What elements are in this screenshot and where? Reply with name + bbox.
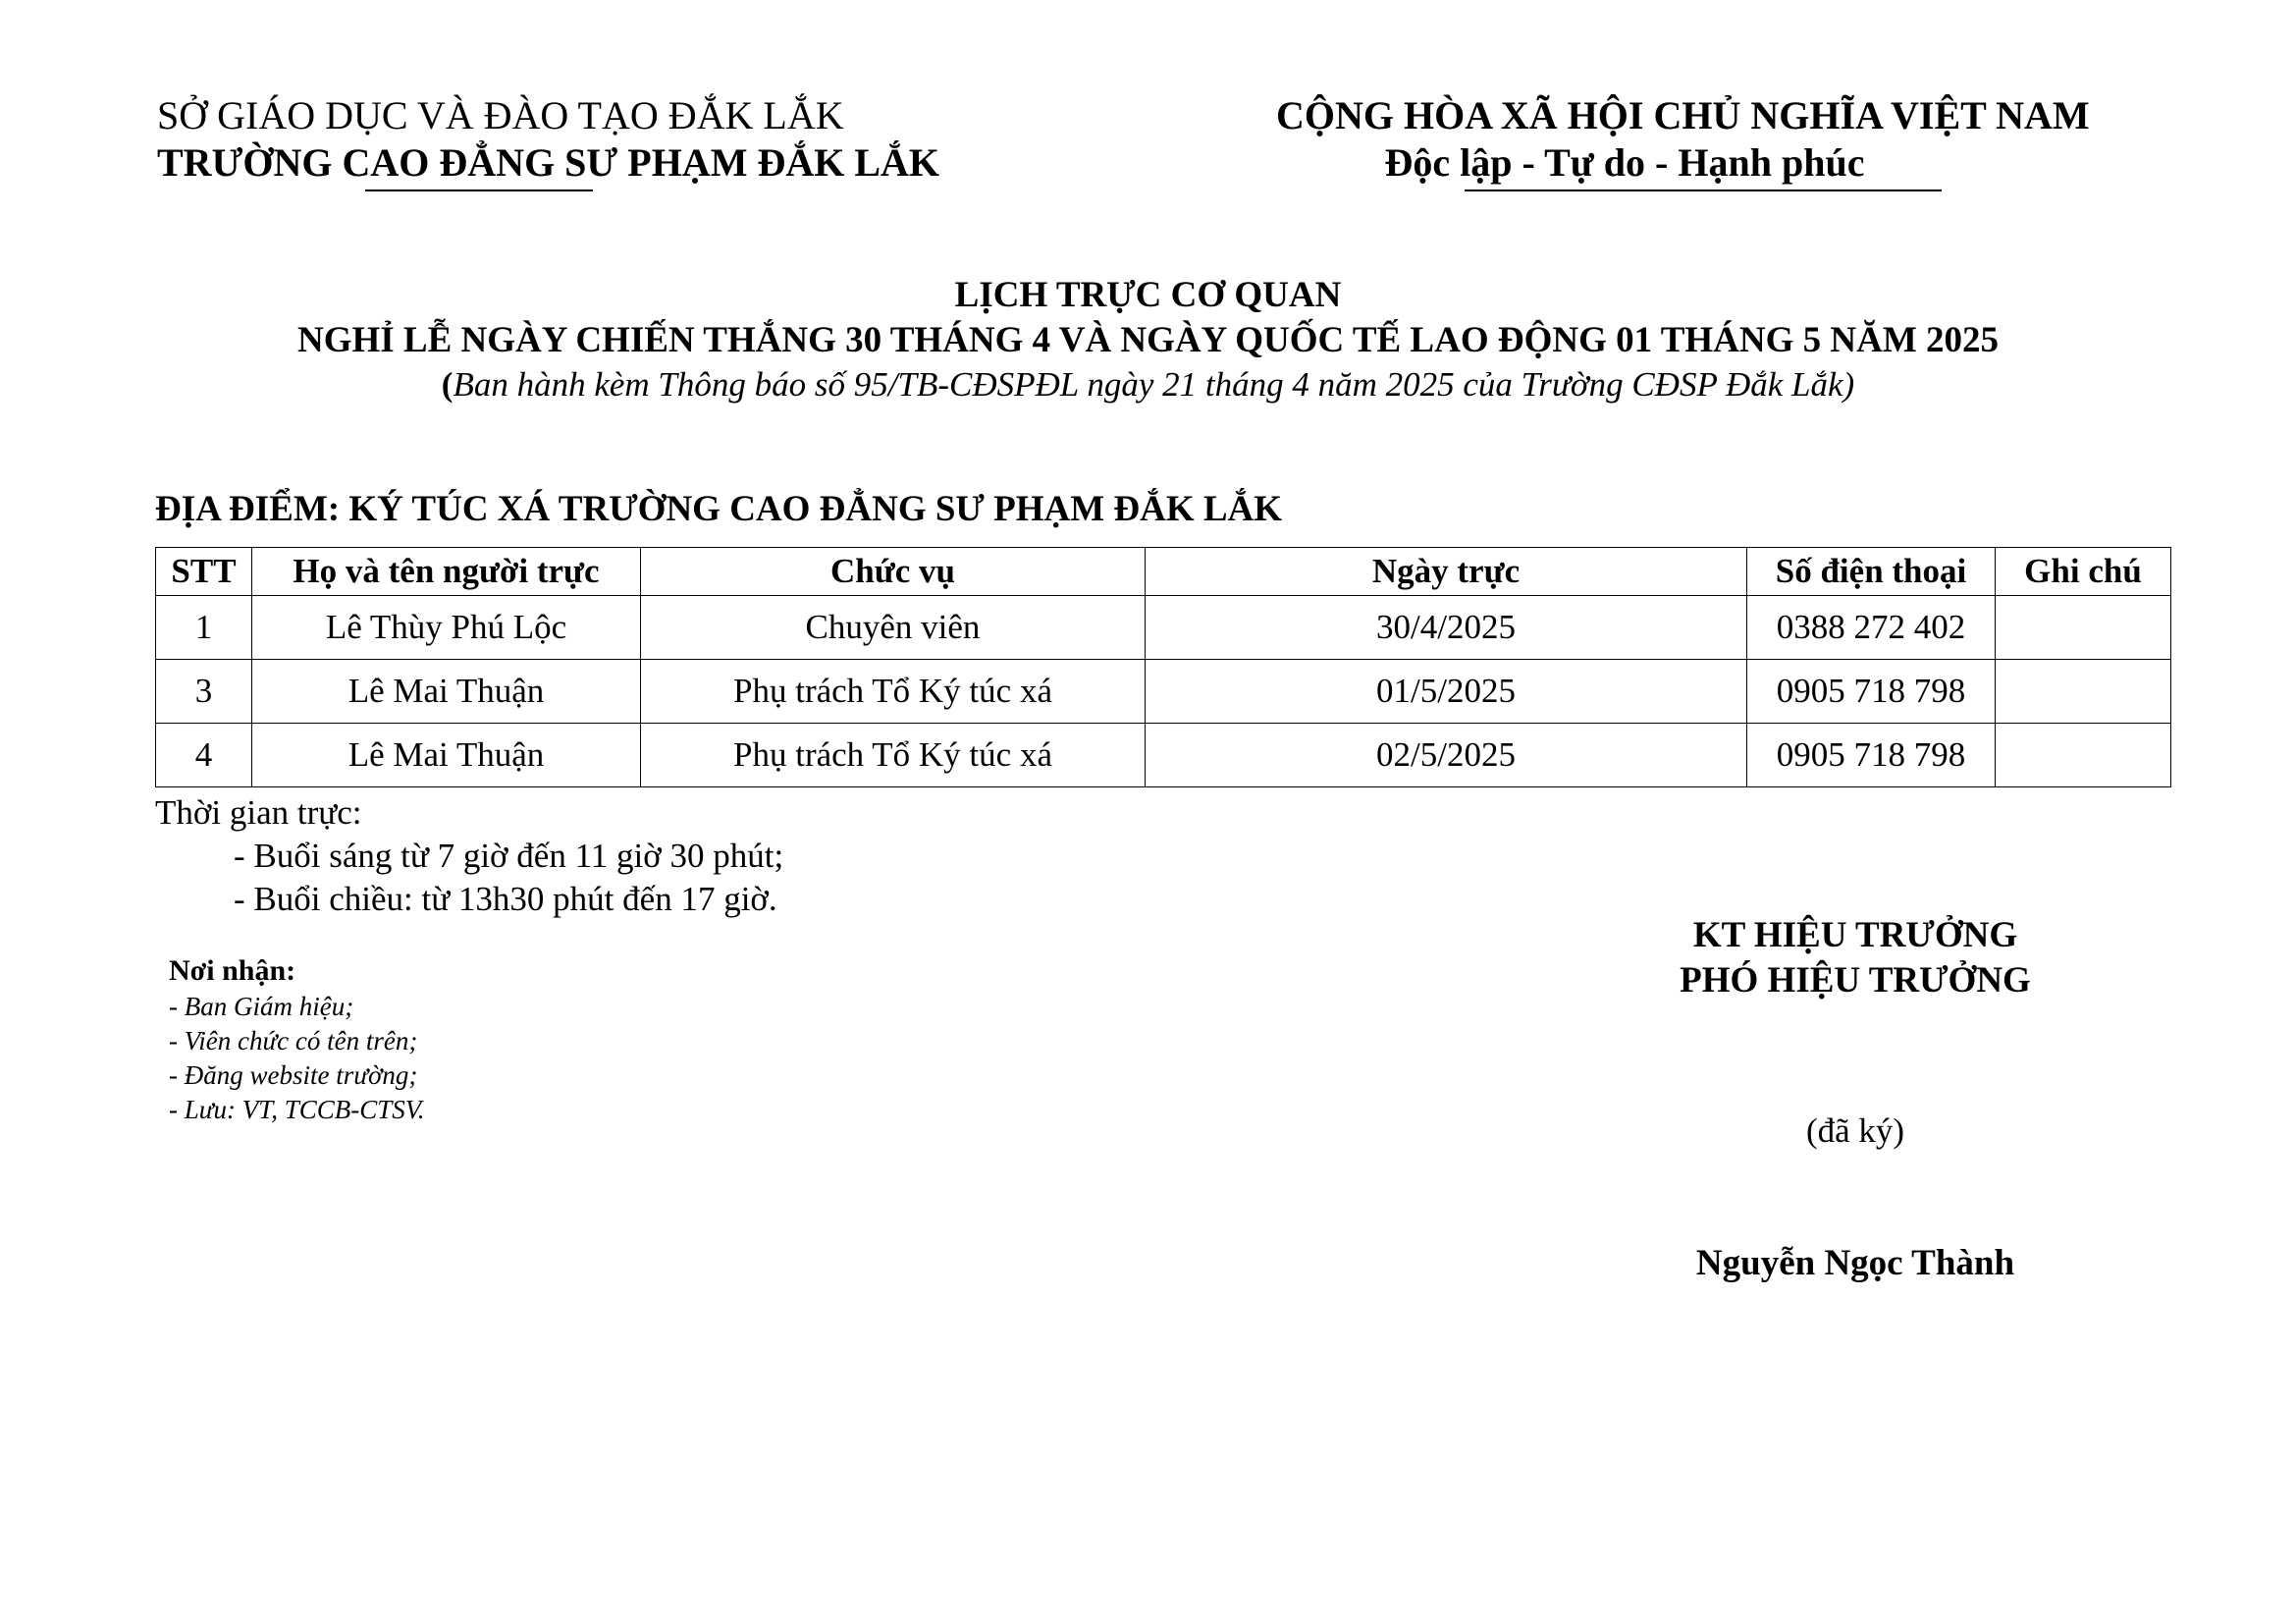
cell-date: 01/5/2025 [1146,660,1747,724]
country-name: CỘNG HÒA XÃ HỘI CHỦ NGHĨA VIỆT NAM [1276,93,2090,137]
column-header-position: Chức vụ [641,548,1146,596]
signature-block [1610,913,2101,1286]
agency-header [157,92,940,187]
column-header-stt: STT [156,548,252,596]
recipients-heading: Nơi nhận: [169,954,296,987]
duty-schedule-table [155,547,2171,787]
column-header-phone: Số điện thoại [1747,548,1996,596]
issuance-note-text: Ban hành kèm Thông báo số 95/TB-CĐSPĐL ngày 21 tháng 4 năm 2025 của Trường CĐSP Đắk Lắk) [453,365,1855,404]
issuance-note-paren: ( [441,365,454,404]
recipient-item: - Đăng website trường; [169,1060,418,1090]
cell-note [1996,724,2171,787]
recipient-item: - Lưu: VT, TCCB-CTSV. [169,1095,425,1124]
column-header-date: Ngày trực [1146,548,1747,596]
table-row [156,596,2171,660]
motto-underline [1465,189,1942,191]
cell-date: 30/4/2025 [1146,596,1747,660]
duty-time-label: Thời gian trực: [155,793,362,832]
cell-phone: 0388 272 402 [1747,596,1996,660]
school-name: TRƯỜNG CAO ĐẲNG SƯ PHẠM ĐẮK LẮK [157,140,940,185]
cell-stt: 1 [156,596,252,660]
cell-stt: 3 [156,660,252,724]
issuance-note [0,363,2296,406]
signer-title-2: PHÓ HIỆU TRƯỞNG [1680,960,2031,1001]
cell-date: 02/5/2025 [1146,724,1747,787]
school-name-underline [365,189,593,191]
document-title: LỊCH TRỰC CƠ QUAN [954,275,1342,315]
cell-phone: 0905 718 798 [1747,724,1996,787]
cell-position: Chuyên viên [641,596,1146,660]
cell-position: Phụ trách Tổ Ký túc xá [641,724,1146,787]
duty-time-block [155,791,783,921]
cell-phone: 0905 718 798 [1747,660,1996,724]
table-row [156,660,2171,724]
recipient-item: - Viên chức có tên trên; [169,1026,418,1056]
ministry-name: SỞ GIÁO DỤC VÀ ĐÀO TẠO ĐẮK LẮK [157,93,844,137]
national-motto: Độc lập - Tự do - Hạnh phúc [1384,140,1865,185]
cell-stt: 4 [156,724,252,787]
document-title-block [0,273,2296,406]
signer-title-1: KT HIỆU TRƯỞNG [1692,915,2018,955]
national-header [1276,92,2090,187]
column-header-note: Ghi chú [1996,548,2171,596]
table-header-row [156,548,2171,596]
cell-name: Lê Mai Thuận [252,724,641,787]
cell-name: Lê Thùy Phú Lộc [252,596,641,660]
signed-mark: (đã ký) [1805,1111,1905,1150]
table-row [156,724,2171,787]
column-header-name: Họ và tên người trực [252,548,641,596]
cell-position: Phụ trách Tổ Ký túc xá [641,660,1146,724]
document-subtitle: NGHỈ LỄ NGÀY CHIẾN THẮNG 30 THÁNG 4 VÀ NGÀY QUỐC TẾ LAO ĐỘNG 01 THÁNG 5 NĂM 2025 [296,320,1999,360]
cell-note [1996,660,2171,724]
duty-time-afternoon: - Buổi chiều: từ 13h30 phút đến 17 giờ. [234,880,777,918]
signer-name: Nguyễn Ngọc Thành [1695,1243,2015,1283]
recipient-item: - Ban Giám hiệu; [169,992,354,1021]
location-heading: ĐỊA ĐIỂM: KÝ TÚC XÁ TRƯỜNG CAO ĐẲNG SƯ PHẠM ĐẮK LẮK [155,489,1283,529]
duty-time-morning: - Buổi sáng từ 7 giờ đến 11 giờ 30 phút; [234,837,784,875]
recipients-block [169,952,425,1127]
cell-name: Lê Mai Thuận [252,660,641,724]
cell-note [1996,596,2171,660]
